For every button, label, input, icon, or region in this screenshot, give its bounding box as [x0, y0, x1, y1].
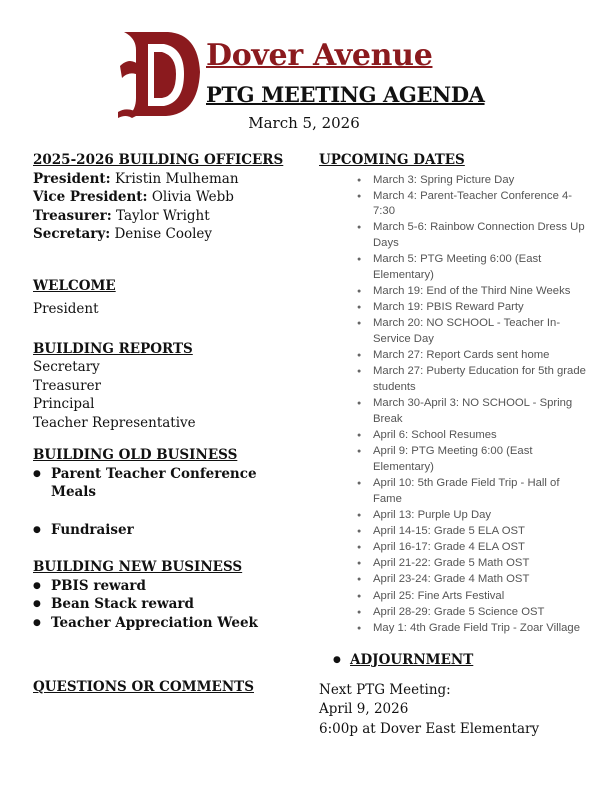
- next-meeting: [319, 681, 589, 740]
- list-item: ● Bean Stack reward: [33, 595, 303, 614]
- list-item: ● April 14-15: Grade 5 ELA OST: [319, 524, 589, 540]
- document-title: PTG MEETING AGENDA: [206, 82, 485, 107]
- report-item: Teacher Representative: [33, 414, 196, 431]
- old-business-list: [33, 465, 303, 540]
- right-column: [319, 151, 589, 739]
- list-item: ● March 5-6: Rainbow Connection Dress Up Days: [319, 220, 589, 252]
- list-item: ● April 9: PTG Meeting 6:00 (East Elementary): [319, 444, 589, 476]
- list-item: ● Teacher Appreciation Week: [33, 614, 303, 633]
- list-item: ● Fundraiser: [33, 521, 303, 540]
- school-logo: [118, 26, 204, 120]
- list-item: ● PBIS reward: [33, 577, 303, 596]
- old-business-heading: BUILDING OLD BUSINESS: [33, 447, 238, 463]
- welcome-heading: WELCOME: [33, 277, 116, 294]
- officers-list: [33, 170, 303, 244]
- officer-name: Olivia Webb: [151, 189, 234, 205]
- next-meeting-date: April 9, 2026: [319, 701, 409, 718]
- officer-row: [33, 225, 303, 244]
- next-meeting-label: Next PTG Meeting:: [319, 681, 451, 698]
- list-item: ● April 23-24: Grade 4 Math OST: [319, 572, 589, 588]
- officer-name: Taylor Wright: [116, 207, 210, 224]
- upcoming-heading: UPCOMING DATES: [319, 152, 465, 168]
- adjournment-heading: ADJOURNMENT: [350, 651, 474, 668]
- list-item: ● April 25: Fine Arts Festival: [319, 589, 589, 605]
- list-item: ● April 16-17: Grade 4 ELA OST: [319, 540, 589, 556]
- list-item: ● May 1: 4th Grade Field Trip - Zoar Village: [319, 621, 589, 637]
- list-item: ● March 27: Puberty Education for 5th grade students: [319, 364, 589, 396]
- officer-name: Kristin Mulheman: [114, 170, 239, 187]
- school-name: Dover Avenue: [206, 38, 433, 73]
- left-column: [33, 151, 303, 697]
- report-item: Treasurer: [33, 377, 102, 394]
- list-item: ● March 4: Parent-Teacher Conference 4-7:30: [319, 189, 589, 221]
- list-item: ● April 21-22: Grade 5 Math OST: [319, 556, 589, 572]
- list-item: ● April 10: 5th Grade Field Trip - Hall of Fame: [319, 476, 589, 508]
- meeting-date: March 5, 2026: [248, 114, 360, 132]
- list-item: ● March 30-April 3: NO SCHOOL - Spring Break: [319, 396, 589, 428]
- officer-row: [33, 188, 303, 207]
- list-item: ● March 5: PTG Meeting 6:00 (East Elementary): [319, 252, 589, 284]
- list-item: ● March 20: NO SCHOOL - Teacher In-Service Day: [319, 316, 589, 348]
- next-meeting-details: 6:00p at Dover East Elementary: [319, 720, 540, 737]
- list-item: ● March 19: PBIS Reward Party: [319, 300, 589, 316]
- welcome-text: President: [33, 301, 99, 317]
- officer-role: Secretary:: [33, 226, 111, 242]
- list-item: ● March 3: Spring Picture Day: [319, 173, 589, 189]
- officer-name: Denise Cooley: [114, 226, 213, 242]
- list-item: ● Parent Teacher Conference Meals: [33, 465, 303, 502]
- officer-role: Vice President:: [33, 189, 148, 205]
- adjournment-item: [319, 651, 589, 669]
- report-item: Secretary: [33, 359, 100, 375]
- list-item: ● March 19: End of the Third Nine Weeks: [319, 284, 589, 300]
- list-item: ● April 13: Purple Up Day: [319, 508, 589, 524]
- officers-heading: 2025-2026 BUILDING OFFICERS: [33, 152, 284, 168]
- report-item: Principal: [33, 396, 95, 412]
- officer-row: [33, 170, 303, 189]
- new-business-heading: BUILDING NEW BUSINESS: [33, 559, 243, 575]
- new-business-list: [33, 577, 303, 633]
- officer-role: Treasurer:: [33, 207, 112, 224]
- questions-heading: QUESTIONS OR COMMENTS: [33, 679, 254, 695]
- reports-list: [33, 358, 303, 432]
- list-item: ● April 6: School Resumes: [319, 428, 589, 444]
- officer-role: President:: [33, 170, 111, 187]
- list-item: ● April 28-29: Grade 5 Science OST: [319, 605, 589, 621]
- reports-heading: BUILDING REPORTS: [33, 340, 193, 357]
- upcoming-dates-list: [319, 173, 589, 637]
- list-item: ● March 27: Report Cards sent home: [319, 348, 589, 364]
- officer-row: [33, 207, 303, 226]
